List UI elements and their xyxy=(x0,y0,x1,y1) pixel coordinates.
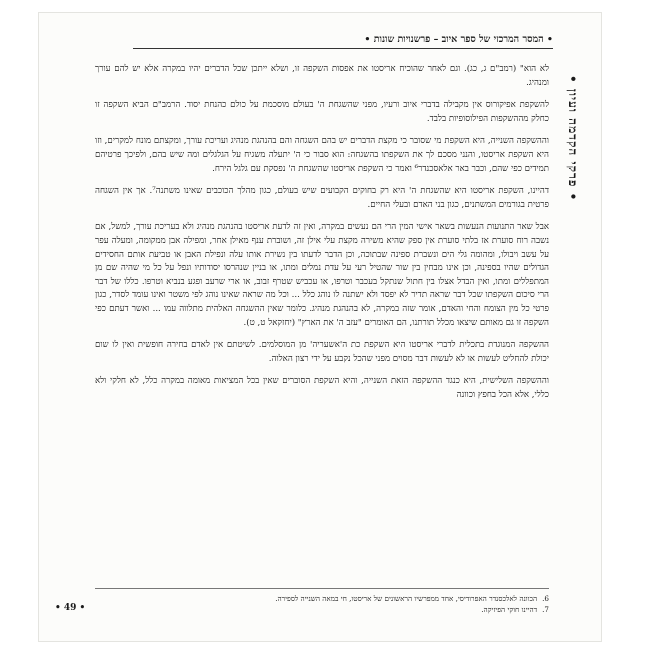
footnote-number: 6. xyxy=(542,594,549,603)
paragraph: ההשקפה המנוגדת בתכלית לדברי אריסטו היא השקפת כת ה'אשעריה' מן המוסלמים. לשיטתם אין לאדם בחירה חופשית ואין לו שום יכולת להחליט לעשות או לא לעשות דבר מסוים מפני שהכל נקבע על ידי רצון האלוה. xyxy=(95,340,549,364)
footnote xyxy=(95,594,549,605)
footnotes xyxy=(95,588,549,615)
paragraph: וההשקפה השלישית, היא כנגד ההשקפה הזאת השנייה, והיא השקפת הסוברים שאין בכל המציאות מאומה במקרה כלל, לא חלקי ולא כללי, אלא הכל בחפץ וכוונה xyxy=(95,376,549,400)
side-section-title: • פרקי הקדמה ועיון • xyxy=(566,74,580,201)
running-header: • המסר המרכזי של ספר איוב – פרשנויות שונות • xyxy=(133,33,553,49)
paragraph: להשקפת אפיקורוס אין מקבילה בדברי איוב ורעיו, מפני שהשגחת ה' בעולם מוסכמת על כולם כהנחת יסוד. הרמב"ם הביא השקפה זו כחלק מההשקפות הפילוסופיות בלבד. xyxy=(95,100,549,124)
paragraph: וההשקפה השנייה, היא השקפת מי שסובר כי מקצת הדברים יש בהם השגחה והם בהנהגת מנהיג ועריכת עורך, ומקצתם מונח למקרים, וזו היא השקפת אריסטו, והנני מסכם לך את השקפתו בהשגחה: הוא סבור כי ה' יתעלה משגיח על הגלגלים ומה שיש בהם, ולפיכך פרטיהם תמידים כפי שהם, וכבר באר אלאסכנדר⁶ ואמר כי השקפת אריסטו שהשגחת ה' נפסקת עם גלגל הירח. xyxy=(95,136,549,174)
footnote-text: דהיינו חוקי הפיזיקה. xyxy=(481,604,538,614)
paragraph: דהיינו, השקפת אריסטו היא שהשגחת ה' היא רק בחוקים הקבועים שיש בעולם, כגון מהלך הכוכבים שאינו משתנה⁷. אך אין השגחה פרטית בגורמים המשתנים, כגון בני האדם ובעלי החיים. xyxy=(95,186,549,210)
paragraph: אבל שאר התנועות הנעשות בשאר אישי המין הרי הם נעשים במקרה, ואין זה לדעת אריסטו בהנהגת מנהיג ולא בעריכת עורך, למשל, אם נשבה רוח סוערת אז בלתי סוערת אין ספק שהיא משירה מקצת עלי אילן זה, ושוברת ענף מאילן אחר, ומפילה אבן ממקומה, ומעלה עפר על עשב ויבולו, ומהומה גלי הים ונשברת ספינה שבתוכה, וכן הדבר לדעתו בין נשירת אותו עלה ונפילת האבן או טביעת אותם החסידים הגדולים שהיו בספינה, וכן אינו מבחין בין שור שהטיל רעי על עדת נמלים ומתו, או בניין שנהרסו יסודותיו ונפל על כל מי שהיה שם מן המתפללים ומתו, ואין הבדל אצלו בין חתול שנתקל בעכבר וטרפו, או עכביש שטרף זבוב, או ארי שרעב ופגע בנביא וטרפו. כללו של דבר הרי סיכום השקפתו שכל דבר שראה תדיר לא יפסד ולא ישתנה לו נוהג כלל ... וכל מה שראה שאינו נוהג לפי משטר ואינו עומד לסדר, כגון פרטי כל מין הצומח והחי והאדם, אומר שזה במקרה, לא בהנהגת מנהיג. כלומר שאין ההשגחה האלהית מתלווה עמו ... ואשר דעתם כפי השקפה זו גם מאותם שיצאו מכלל תורתנו, הם האומרים "עזב ה' את הארץ" (יחזקאל ט, ט). xyxy=(95,222,549,328)
main-text xyxy=(95,63,549,411)
paragraph: לא הוא" (רמב"ם ג, כג). וגם לאחר שהוכיח אריסטו את אפסות השקפה זו, ושלא ייתכן שכל הדברים יהיו במקרה אלא יש להם עורך ומנהיג. xyxy=(95,64,549,88)
page-number: • 49 • xyxy=(55,603,86,613)
footnote xyxy=(95,605,549,616)
footnote-number: 7. xyxy=(542,604,549,614)
footnote-text: הכוונה לאלכסנדר האפרודיסי, אחד ממפרשיו הראשונים של אריסטו, חי במאה השנייה לספירה. xyxy=(275,594,538,603)
book-page xyxy=(38,12,602,642)
